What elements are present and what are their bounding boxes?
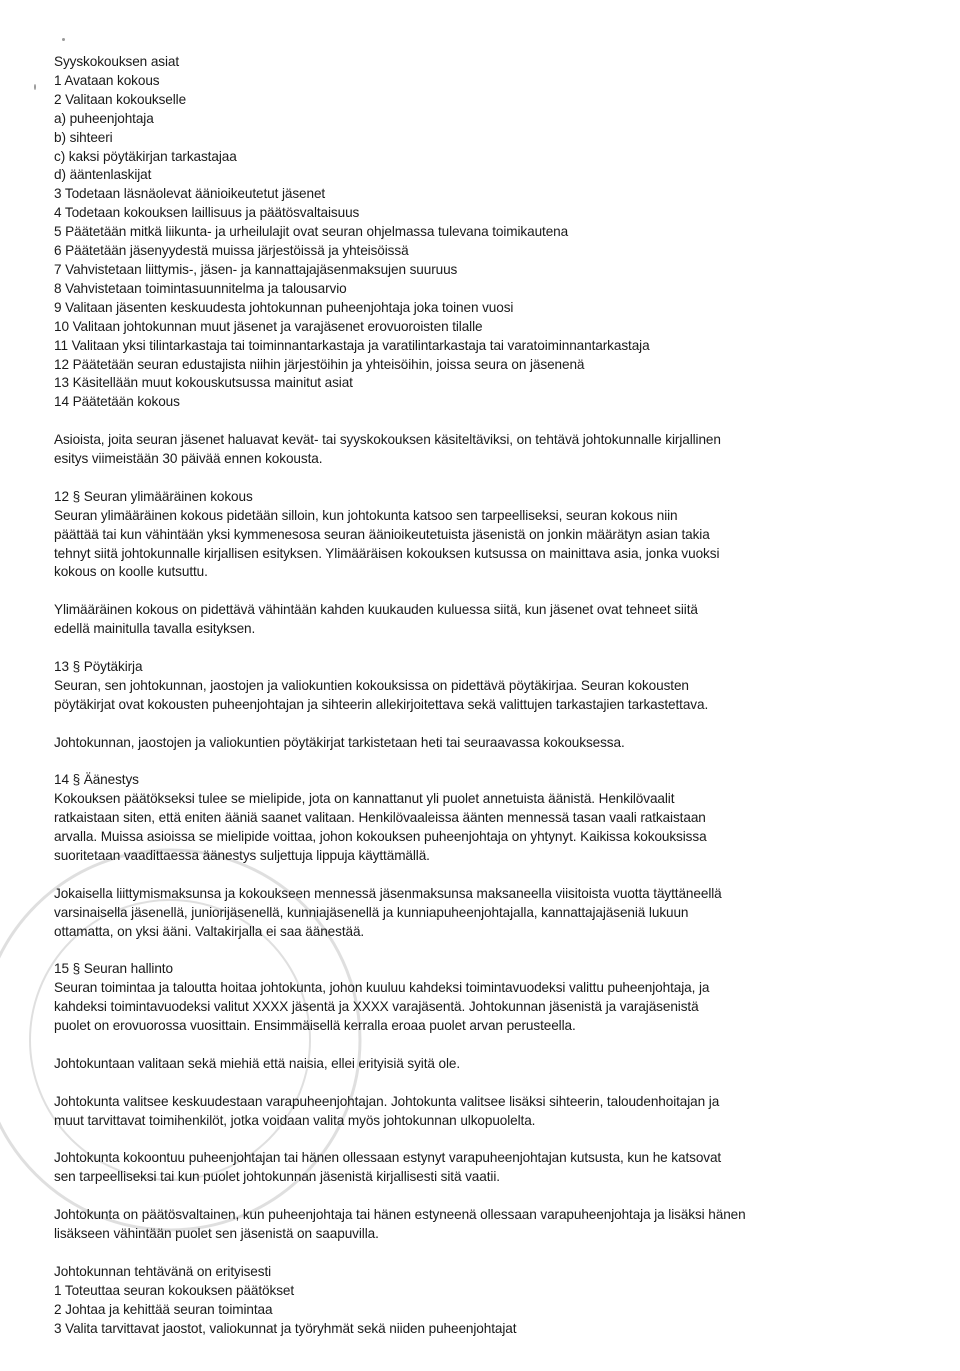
agenda-section (54, 53, 914, 412)
paragraph-line: Seuran toimintaa ja taloutta hoitaa johtokunta, johon kuuluu kahdeksi toimintavuodeksi valittu puheenjohtaja, ja (54, 980, 710, 996)
agenda-item: 4 Todetaan kokouksen laillisuus ja päätösvaltaisuus (54, 205, 360, 221)
paragraph-line: puolet on erovuorossa vuosittain. Ensimmäisellä kerralla eroaa puolet arvan perusteella. (54, 1018, 576, 1034)
paragraph-line: esitys viimeistään 30 päivää ennen kokousta. (54, 451, 323, 467)
paragraph-line: kahdeksi toimintavuodeksi valitut XXXX jäsentä ja XXXX varajäsentä. Johtokunnan jäsenistä ja varajäsenistä (54, 999, 699, 1015)
agenda-item: 6 Päätetään jäsenyydestä muissa järjestöissä ja yhteisöissä (54, 243, 409, 259)
scan-speck (62, 38, 65, 41)
agenda-item: 14 Päätetään kokous (54, 394, 180, 410)
section-heading: 15 § Seuran hallinto (54, 961, 173, 977)
paragraph-line: varsinaisella jäsenellä, juniorijäsenellä, kunniajäsenellä ja kunniapuheenjohtajalla, kannattajajäseniä lukuun (54, 904, 689, 920)
agenda-item: b) sihteeri (54, 129, 113, 145)
paragraph-line: ottamatta, on yksi ääni. Valtakirjalla ei saa äänestää. (54, 923, 365, 939)
section-14 (54, 771, 914, 941)
agenda-item: 13 Käsitellään muut kokouskutsussa mainitut asiat (54, 375, 353, 391)
paragraph-line: kokous on koolle kutsuttu. (54, 564, 208, 580)
paragraph-line: Jokaisella liittymismaksunsa ja kokoukseen mennessä jäsenmaksunsa maksaneella viisitoista vuotta täyttäneellä (54, 885, 722, 901)
paragraph-line: Asioista, joita seuran jäsenet haluavat kevät- tai syyskokouksen käsiteltäviksi, on tehtävä johtokunnalle kirjallinen (54, 432, 721, 448)
task-item: 1 Toteuttaa seuran kokouksen päätökset (54, 1282, 295, 1298)
paragraph-line: muut tarvittavat toimihenkilöt, jotka voidaan valita myös johtokunnan ulkopuolelta. (54, 1112, 536, 1128)
task-item: 2 Johtaa ja kehittää seuran toimintaa (54, 1301, 273, 1317)
section-13 (54, 658, 914, 753)
agenda-item: c) kaksi pöytäkirjan tarkastajaa (54, 148, 237, 164)
paragraph-line: päättää tai kun vähintään yksi kymmenesosa seuran äänioikeutetuista jäsenistä on jonkin määrätyn asian takia (54, 526, 710, 542)
agenda-item: a) puheenjohtaja (54, 110, 154, 126)
paragraph-line: Seuran, sen johtokunnan, jaostojen ja valiokuntien kokouksissa on pidettävä pöytäkirjaa. Seuran kokousten (54, 677, 689, 693)
section-heading: 14 § Äänestys (54, 772, 139, 788)
agenda-item: 7 Vahvistetaan liittymis-, jäsen- ja kannattajajäsenmaksujen suuruus (54, 261, 458, 277)
paragraph-line: ratkaistaan siten, että eniten ääniä saanet valitaan. Henkilövaaleissa äänten mennessä tasan vaali ratkaistaan (54, 810, 706, 826)
agenda-item: 5 Päätetään mitkä liikunta- ja urheilulajit ovat seuran ohjelmassa tulevana toimikautena (54, 224, 569, 240)
agenda-item: 10 Valitaan johtokunnan muut jäsenet ja varajäsenet erovuoroisten tilalle (54, 318, 483, 334)
paragraph-line: Johtokuntaan valitaan sekä miehiä että naisia, ellei erityisiä syitä ole. (54, 1055, 461, 1071)
tasks-heading: Johtokunnan tehtävänä on erityisesti (54, 1263, 272, 1279)
paragraph-line: suoritetaan vaadittaessa äänestys suljettuja lippuja käyttämällä. (54, 847, 430, 863)
paragraph-line: pöytäkirjat ovat kokousten puheenjohtajan ja sihteerin allekirjoitettava sekä valittujen tarkastajien tarkastettava. (54, 696, 709, 712)
paragraph-line: Ylimääräinen kokous on pidettävä vähintään kahden kuukauden kuluessa siitä, kun jäsenet ovat tehneet siitä (54, 602, 698, 618)
section-heading: 13 § Pöytäkirja (54, 658, 143, 674)
paragraph-line: Johtokunnan, jaostojen ja valiokuntien pöytäkirjat tarkistetaan heti tai seuraavassa kokouksessa. (54, 734, 625, 750)
document-text (54, 53, 914, 1338)
section-15 (54, 960, 914, 1338)
paragraph-line: Johtokunta valitsee keskuudestaan varapuheenjohtajan. Johtokunta valitsee lisäksi sihteerin, taloudenhoitajan ja (54, 1093, 720, 1109)
paragraph-line: tehnyt siitä johtokunnalle kirjallisen esityksen. Ylimääräisen kokouksen kutsussa on mainittava asia, jonka vuoksi (54, 545, 720, 561)
section-heading: 12 § Seuran ylimääräinen kokous (54, 488, 253, 504)
agenda-title: Syyskokouksen asiat (54, 54, 180, 69)
paragraph-line: Kokouksen päätökseksi tulee se mielipide, jota on kannattanut yli puolet annetuista äänistä. Henkilövaalit (54, 791, 675, 807)
paragraph-line: edellä mainitulla tavalla esityksen. (54, 621, 256, 637)
paragraph-line: arvalla. Muissa asioissa se mielipide voittaa, johon kokouksen puheenjohtaja on yhtynyt. Kaikissa kokouksissa (54, 829, 707, 845)
agenda-item: 12 Päätetään seuran edustajista niihin järjestöihin ja yhteisöihin, joissa seura on jäsenenä (54, 356, 585, 372)
paragraph-line: Johtokunta on päätösvaltainen, kun puheenjohtaja tai hänen estyneenä ollessaan varapuheenjohtaja ja lisäksi hänen (54, 1207, 746, 1223)
agenda-item: 9 Valitaan jäsenten keskuudesta johtokunnan puheenjohtaja joka toinen vuosi (54, 299, 514, 315)
scan-speck (34, 84, 36, 90)
agenda-item: 2 Valitaan kokoukselle (54, 91, 187, 107)
section-12 (54, 488, 914, 639)
paragraph-line: sen tarpeelliseksi tai kun puolet johtokunnan jäsenistä kirjallisesti sitä vaatii. (54, 1169, 500, 1185)
paragraph-line: Seuran ylimääräinen kokous pidetään silloin, kun johtokunta katsoo sen tarpeelliseksi, seuran kokous niin (54, 507, 678, 523)
task-item: 3 Valita tarvittavat jaostot, valiokunnat ja työryhmät sekä niiden puheenjohtajat (54, 1320, 517, 1336)
agenda-item: 11 Valitaan yksi tilintarkastaja tai toiminnantarkastaja ja varatilintarkastaja tai varatoiminnantarkastaja (54, 337, 650, 353)
agenda-item: 8 Vahvistetaan toimintasuunnitelma ja talousarvio (54, 280, 347, 296)
paragraph-line: lisäkseen vähintään puolet sen jäsenistä on saapuvilla. (54, 1226, 379, 1241)
paragraph-line: Johtokunta kokoontuu puheenjohtajan tai hänen ollessaan estynyt varapuheenjohtajan kutsusta, kun he katsovat (54, 1150, 722, 1166)
submission-note (54, 431, 914, 469)
agenda-item: 1 Avataan kokous (54, 72, 160, 88)
agenda-item: 3 Todetaan läsnäolevat äänioikeutetut jäsenet (54, 186, 326, 202)
agenda-item: d) ääntenlaskijat (54, 167, 152, 183)
